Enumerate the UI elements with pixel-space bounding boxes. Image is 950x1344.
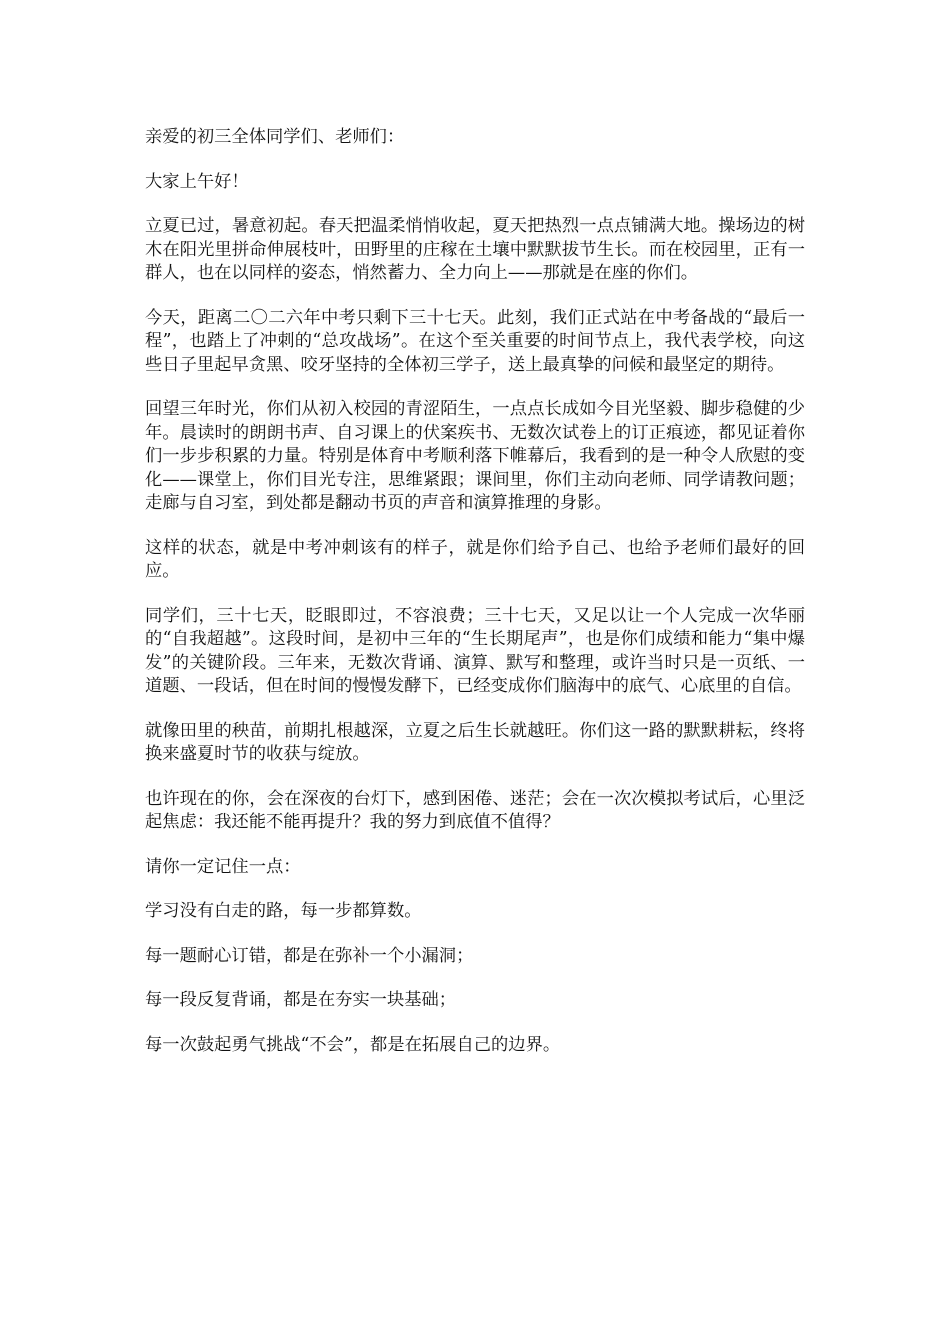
paragraph: 学习没有白走的路，每一步都算数。 — [145, 901, 422, 921]
paragraph: 也许现在的你，会在深夜的台灯下，感到困倦、迷茫；会在一次次模拟考试后，心里泛起焦虑：我还能不能再提升？我的努力到底值不值得？ — [145, 788, 805, 832]
paragraph: 同学们，三十七天，眨眼即过，不容浪费；三十七天，又足以让一个人完成一次华丽的“自我超越”。这段时间，是初中三年的“生长期尾声”，也是你们成绩和能力“集中爆发”的关键阶段。三年来，无数次背诵、演算、默写和整理，或许当时只是一页纸、一道题、一段话，但在时间的慢慢发酵下，已经变成你们脑海中的底气、心底里的自信。 — [145, 605, 805, 696]
paragraph: 请你一定记住一点： — [145, 856, 301, 877]
paragraph: 每一次鼓起勇气挑战“不会”，都是在拓展自己的边界。 — [145, 1034, 561, 1055]
paragraph: 回望三年时光，你们从初入校园的青涩陌生，一点点长成如今目光坚毅、脚步稳健的少年。晨读时的朗朗书声、自习课上的伏案疾书、无数次试卷上的订正痕迹，都见证着你们一步步积累的力量。特别是体育中考顺利落下帷幕后，我看到的是一种令人欣慰的变化——课堂上，你们目光专注，思维紧跟；课间里，你们主动向老师、同学请教问题；走廊与自习室，到处都是翻动书页的声音和演算推理的身影。 — [145, 399, 805, 513]
paragraph: 今天，距离二〇二六年中考只剩下三十七天。此刻，我们正式站在中考备战的“最后一程”，也踏上了冲刺的“总攻战场”。在这个至关重要的时间节点上，我代表学校，向这些日子里起早贪黑、咬牙坚持的全体初三学子，送上最真挚的问候和最坚定的期待。 — [145, 307, 805, 375]
greeting: 大家上午好！ — [145, 171, 249, 192]
paragraph: 这样的状态，就是中考冲刺该有的样子，就是你们给予自己、也给予老师们最好的回应。 — [145, 537, 805, 581]
salutation: 亲爱的初三全体同学们、老师们： — [145, 127, 405, 147]
paragraph: 立夏已过，暑意初起。春天把温柔悄悄收起，夏天把热烈一点点铺满大地。操场边的树木在阳光里拼命伸展枝叶，田野里的庄稼在土壤中默默拔节生长。而在校园里，正有一群人，也在以同样的姿态，悄然蓄力、全力向上——那就是在座的你们。 — [145, 216, 805, 283]
paragraph: 每一题耐心订错，都是在弥补一个小漏洞； — [145, 945, 474, 966]
document-body — [145, 126, 805, 1078]
paragraph: 就像田里的秧苗，前期扎根越深，立夏之后生长就越旺。你们这一路的默默耕耘，终将换来盛夏时节的收获与绽放。 — [145, 720, 805, 764]
paragraph: 每一段反复背诵，都是在夯实一块基础； — [145, 990, 457, 1010]
